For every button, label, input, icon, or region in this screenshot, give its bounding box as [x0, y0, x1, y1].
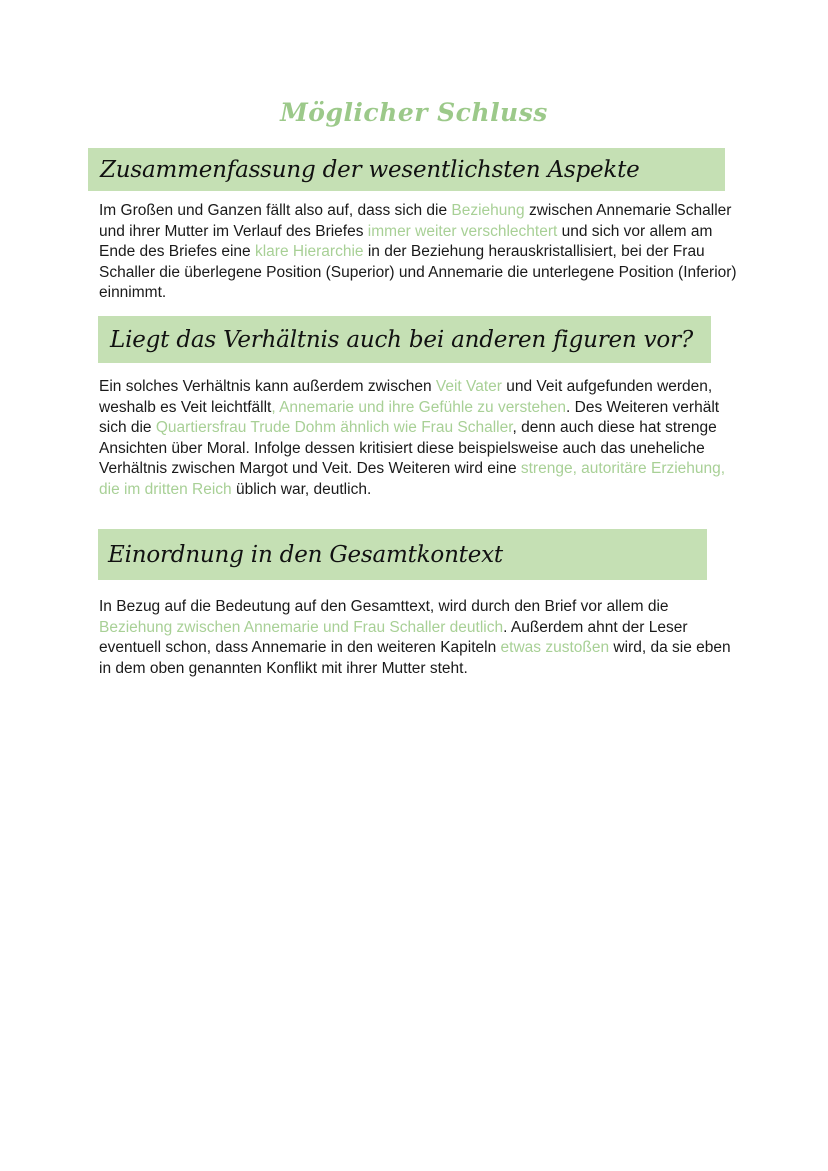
highlighted-text: Quartiersfrau Trude Dohm ähnlich wie Frau Schaller — [155, 419, 513, 437]
paragraph-text: und sich vor allem am Ende des Briefes eine — [99, 222, 713, 261]
section-paragraph-context — [99, 597, 739, 679]
section-banner-other-figures — [98, 316, 711, 363]
paragraph-text: üblich war, deutlich. — [231, 480, 372, 498]
section-banner-summary — [88, 148, 725, 191]
paragraph-text: Im Großen und Ganzen fällt also auf, dass sich die — [99, 202, 452, 219]
paragraph-text: In Bezug auf die Bedeutung auf den Gesamttext, wird durch den Brief vor allem die — [99, 598, 669, 615]
highlighted-text: Beziehung — [451, 202, 525, 219]
paragraph-text: . Des Weiteren verhält sich die — [99, 398, 720, 437]
paragraph-text: Ein solches Verhältnis kann außerdem zwischen — [99, 378, 436, 395]
highlighted-text: , Annemarie und ihre Gefühle zu verstehen — [271, 398, 567, 416]
section-paragraph-other-figures — [99, 377, 739, 501]
paragraph-text: in der Beziehung herauskristallisiert, bei der Frau Schaller die überlegene Position (Superior) und Annemarie die unterlegene Position (Inferior) einnimmt. — [99, 243, 737, 302]
paragraph-text: und Veit aufgefunden werden, weshalb es Veit leichtfällt — [99, 378, 713, 416]
paragraph-text: wird, da sie eben in dem oben genannten Konflikt mit ihrer Mutter steht. — [99, 639, 731, 677]
highlighted-text: strenge, autoritäre Erziehung, die im dritten Reich — [99, 460, 726, 498]
page-title: Möglicher Schluss — [280, 98, 548, 127]
section-heading-context: Einordnung in den Gesamtkontext — [108, 541, 503, 568]
section-heading-summary: Zusammenfassung der wesentlichsten Aspekte — [100, 156, 640, 183]
paragraph-text: , denn auch diese hat strenge Ansichten über Moral. Infolge dessen kritisiert diese beispielsweise auch das uneheliche Verhältnis zwischen Margot und Veit. Des Weiteren wird eine — [99, 419, 717, 478]
paragraph-text: . Außerdem ahnt der Leser eventuell schon, dass Annemarie in den weiteren Kapiteln — [99, 618, 688, 657]
section-heading-other-figures: Liegt das Verhältnis auch bei anderen figuren vor? — [110, 326, 694, 353]
section-paragraph-summary — [99, 201, 739, 304]
highlighted-text: immer weiter verschlechtert — [367, 222, 558, 240]
paragraph-text: zwischen Annemarie Schaller und ihrer Mutter im Verlauf des Briefes — [99, 202, 732, 240]
highlighted-text: etwas zustoßen — [500, 639, 610, 657]
highlighted-text: Veit Vater — [435, 378, 502, 395]
section-banner-context — [98, 529, 707, 580]
highlighted-text: klare Hierarchie — [254, 243, 364, 261]
highlighted-text: Beziehung zwischen Annemarie und Frau Schaller deutlich — [99, 618, 504, 636]
